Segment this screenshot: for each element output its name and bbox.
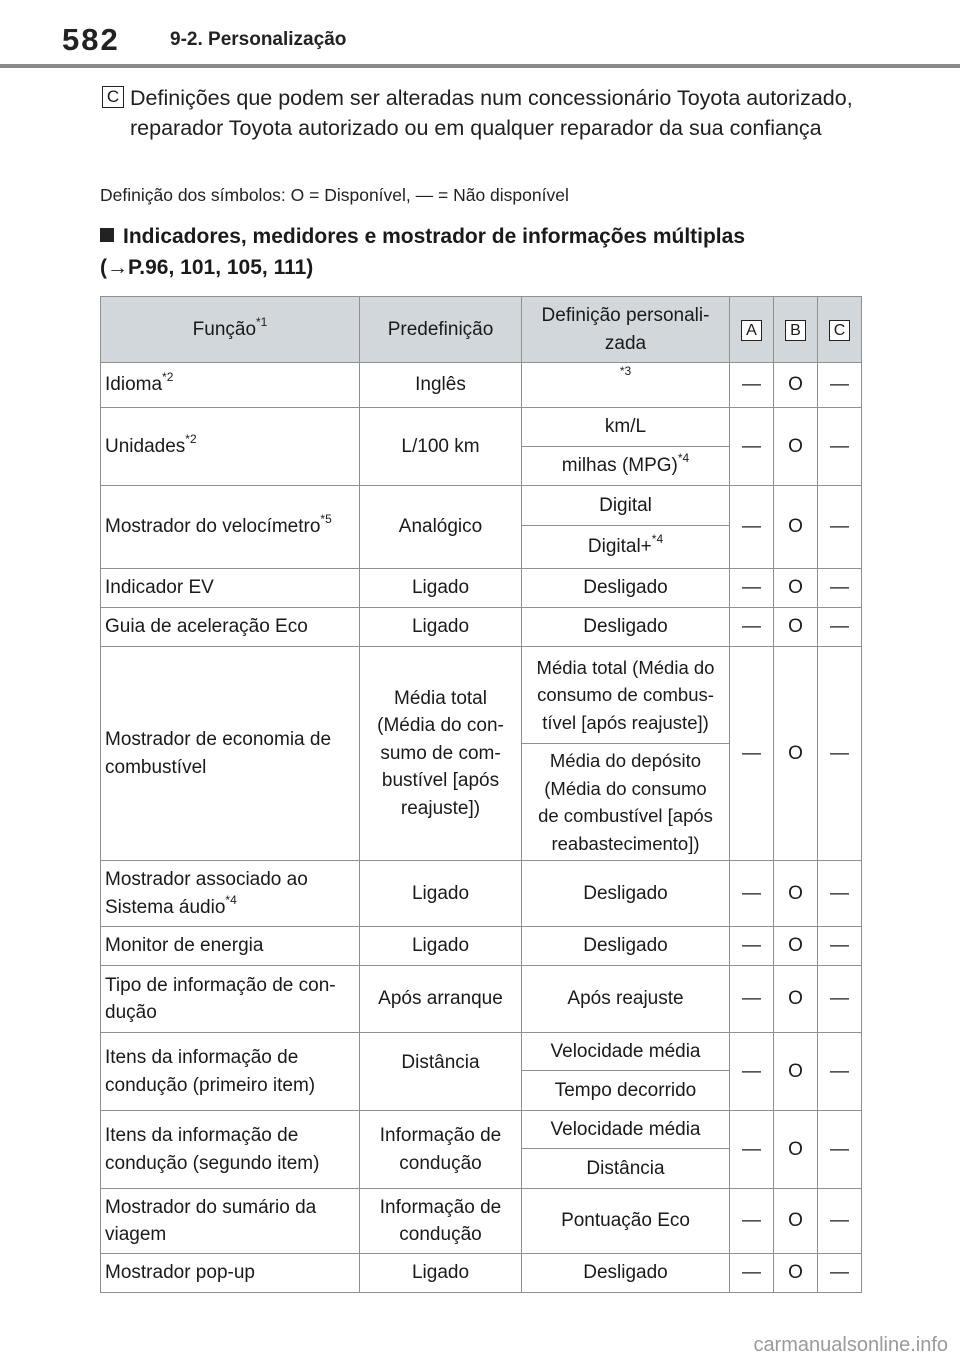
table-subrow: Tempo decorrido (101, 1071, 862, 1111)
section-title: 9-2. Personalização (170, 29, 347, 50)
table-row: Mostrador do velocímetro$^{*5}$ Analógico Digital — O — (101, 486, 862, 526)
header-funcao: Função$^{*1}$ (101, 297, 360, 363)
settings-table (100, 296, 862, 1293)
table-row: Indicador EV Ligado Desligado — O — (101, 569, 862, 608)
header-divider (0, 64, 960, 68)
square-bullet-icon (100, 228, 114, 242)
heading-line-1: Indicadores, medidores e mostrador de informações múltiplas (123, 225, 746, 248)
table-row: Mostrador do sumário da viagem Informação de condução Pontuação Eco — O — (101, 1189, 862, 1254)
header-col-c: C (818, 297, 862, 363)
table-subrow: Distância (101, 1149, 862, 1189)
table-row: Mostrador de economia de combustível Média total (Média do con- sumo de com- bustível [após reajuste]) Média total (Média do consumo de combus- tível [após reajuste]) — O — (101, 647, 862, 744)
symbols-definition: Definição dos símbolos: O = Disponível, — = Não disponível (100, 185, 569, 205)
header-col-b: B (774, 297, 818, 363)
header-predefinicao: Predefinição (360, 297, 522, 363)
table-row: Idioma$^{*2}$ Inglês $^{*3}$ — O — (101, 363, 862, 408)
table-subrow: Média do depósito (Média do consumo de combustível [após reabastecimento]) (101, 744, 862, 861)
table-row: Unidades$^{*2}$ L/100 km km/L — O — (101, 408, 862, 447)
table-subrow: milhas (MPG)$^{*4}$ (101, 447, 862, 486)
table-row: Mostrador associado ao Sistema áudio$^{*4}$ Ligado Desligado — O — (101, 861, 862, 927)
table-row: Itens da informação de condução (segundo item) Informação de condução Velocidade média — O — (101, 1111, 862, 1149)
intro-paragraph: Definições que podem ser alteradas num concessionário Toyota autorizado, reparador Toyota autorizado ou em qualquer reparador da sua confiança (130, 86, 853, 140)
watermark: carmanualsonline.info (753, 1334, 948, 1356)
header-definicao-personalizada: Definição personali- zada (522, 297, 730, 363)
table-row: Guia de aceleração Eco Ligado Desligado — O — (101, 608, 862, 647)
table-row: Tipo de informação de con- dução Após arranque Após reajuste — O — (101, 966, 862, 1033)
table-row: Mostrador pop-up Ligado Desligado — O — (101, 1254, 862, 1293)
page-header (0, 0, 960, 70)
page-number: 582 (62, 22, 120, 57)
category-c-badge: C (102, 86, 124, 108)
heading-line-2: (→P.96, 101, 105, 111) (100, 256, 314, 279)
table-row: Itens da informação de condução (primeiro item) Distância Velocidade média — O — (101, 1033, 862, 1071)
header-col-a: A (730, 297, 774, 363)
table-header-row (101, 297, 862, 363)
table-row: Monitor de energia Ligado Desligado — O — (101, 927, 862, 966)
table-subrow: Digital+$^{*4}$ (101, 526, 862, 569)
section-heading (100, 221, 860, 283)
